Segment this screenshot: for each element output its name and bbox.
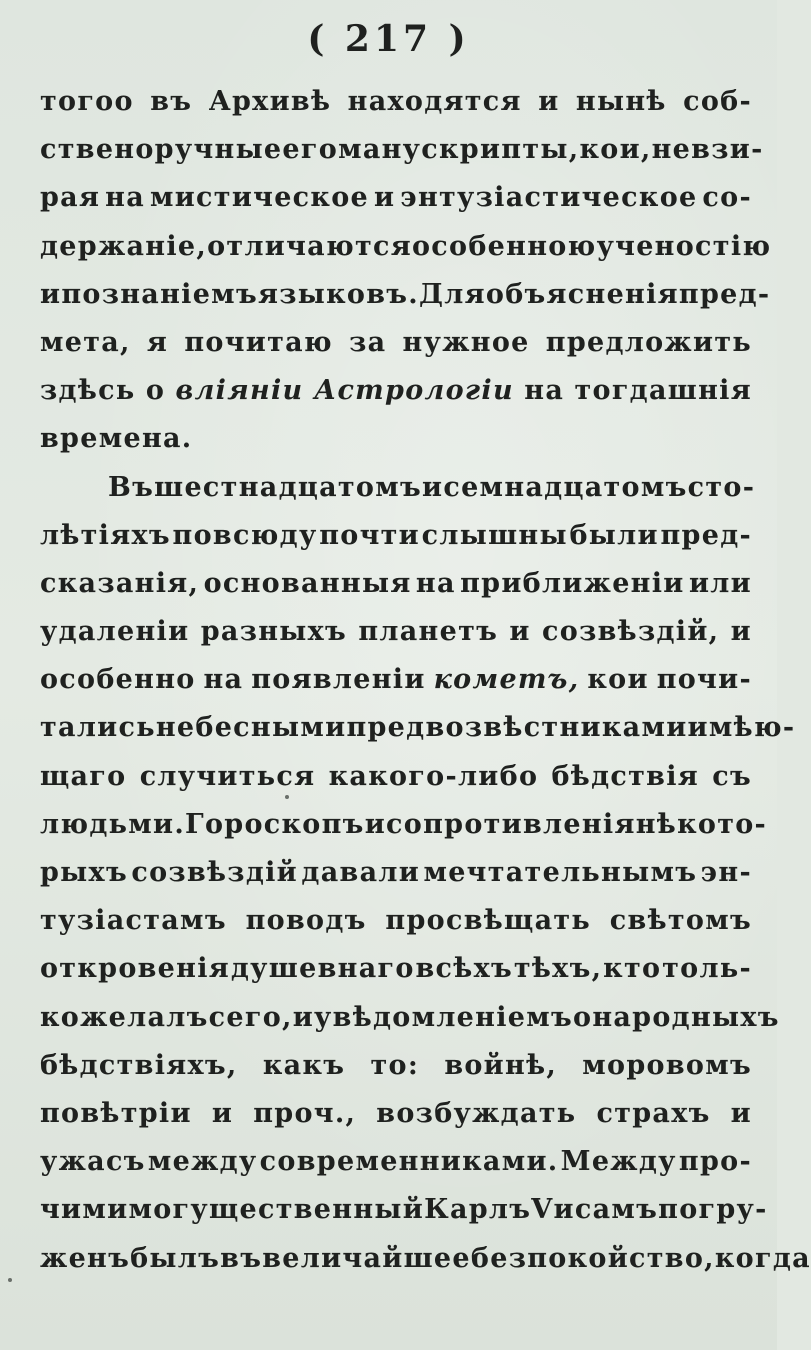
word: разныхъ: [200, 616, 348, 648]
word: и: [538, 86, 560, 117]
word: войнѣ,: [444, 1049, 558, 1081]
text-line: [40, 223, 772, 271]
body-text: [40, 78, 811, 1283]
page-number: ( 217 ): [307, 18, 470, 60]
word: нѣкото-: [635, 808, 768, 840]
word: и: [553, 1194, 575, 1226]
word: страхъ: [596, 1097, 711, 1129]
word: отличаются: [207, 230, 412, 262]
text-line: [40, 1042, 752, 1090]
text-line: [40, 753, 752, 801]
text-line: [40, 897, 752, 945]
word: его: [282, 134, 339, 166]
word: погру-: [658, 1194, 768, 1226]
word: о: [573, 1001, 593, 1033]
word: особенною: [411, 230, 597, 262]
word: и: [730, 1097, 752, 1129]
word: просвѣщать: [385, 905, 592, 937]
word: бѣдствіяхъ,: [40, 1049, 238, 1081]
word: нынѣ: [575, 86, 667, 117]
word: ственоручные: [40, 134, 283, 166]
word: сего,: [208, 1001, 293, 1033]
word: былъ: [130, 1242, 221, 1274]
word: поводъ: [245, 905, 367, 937]
word: сказанія,: [40, 567, 200, 599]
word: пред-: [678, 278, 771, 310]
text-line: [40, 1138, 752, 1186]
text-line: [40, 78, 752, 126]
word: планетъ: [358, 616, 499, 648]
word: почи-: [656, 664, 752, 696]
text-line: [40, 560, 752, 608]
word: не: [651, 134, 692, 166]
word: сопротивленія: [386, 808, 636, 840]
text-line: [40, 608, 752, 656]
word: взи-: [691, 134, 764, 166]
word: удаленіи: [40, 616, 190, 648]
word: случиться: [139, 760, 316, 792]
word: въ: [220, 1242, 263, 1274]
word: и: [211, 1097, 234, 1129]
word: сто-: [687, 471, 756, 503]
word: соб-: [683, 86, 752, 117]
word: семнадцатомъ: [443, 471, 688, 503]
word: предвозвѣстниками: [346, 712, 688, 744]
word: тогоо: [40, 86, 134, 117]
text-line: [40, 1090, 752, 1138]
text-line: [40, 512, 752, 560]
word: Въ: [108, 471, 155, 503]
word: здѣсь: [40, 375, 136, 407]
word: со-: [702, 182, 752, 214]
word: женъ: [40, 1242, 131, 1274]
word: V: [531, 1194, 554, 1226]
word: небесными: [155, 712, 347, 744]
word: Архивѣ: [208, 86, 332, 117]
text-line: [40, 994, 780, 1042]
word: бѣдствія: [551, 760, 700, 792]
word: душевнаго: [230, 953, 415, 985]
word: созвѣздій: [131, 857, 299, 888]
word: и: [422, 471, 444, 503]
word: желалъ: [80, 1001, 209, 1033]
word: величайшее: [262, 1242, 471, 1274]
word: объясненія: [485, 278, 679, 310]
word: слышны: [421, 519, 568, 551]
word: и: [373, 182, 396, 214]
word: между: [147, 1146, 258, 1178]
word: я: [146, 326, 169, 358]
word: увѣдомленіемъ: [314, 1001, 574, 1033]
page-speck: [285, 795, 289, 799]
word: особенно: [40, 664, 196, 696]
word: самъ: [574, 1194, 659, 1226]
word: мета,: [40, 326, 131, 358]
word: созвѣздій,: [542, 616, 720, 648]
text-line: [40, 801, 768, 849]
word: безпокойство,: [470, 1242, 715, 1274]
word: толь-: [662, 953, 752, 985]
word: почитаю: [184, 326, 333, 358]
word: свѣтомъ: [609, 905, 752, 937]
word: то:: [370, 1049, 420, 1081]
word: лѣтіяхъ: [40, 519, 171, 551]
word: эн-: [700, 857, 752, 888]
text-line: [40, 126, 764, 174]
word: и: [292, 1001, 315, 1033]
word: откровенія: [40, 953, 231, 985]
text-line: [40, 174, 752, 222]
word: ученостію: [596, 230, 772, 262]
word: шестнадцатомъ: [154, 471, 423, 503]
word: манускрипты,: [338, 134, 580, 166]
word: ужасъ: [40, 1146, 146, 1178]
word: какъ: [262, 1049, 346, 1081]
word: и: [40, 278, 62, 310]
word: мистическое: [149, 182, 370, 214]
word: моровомъ: [582, 1049, 752, 1081]
text-line: [40, 367, 752, 415]
text-line: [40, 849, 752, 897]
text-line: [40, 704, 796, 752]
word: нужное: [402, 326, 530, 358]
word: энтузіастическое: [400, 182, 698, 214]
word: когда: [714, 1242, 811, 1274]
word: ко: [40, 1001, 81, 1033]
word: языковъ.: [257, 278, 419, 310]
word: съ: [712, 760, 752, 792]
word: какого-либо: [328, 760, 539, 792]
word: на: [203, 664, 244, 696]
word: познаніемъ: [61, 278, 258, 310]
word: находятся: [347, 86, 522, 117]
word: о: [145, 375, 166, 407]
word: Между: [560, 1146, 677, 1178]
word: предложить: [545, 326, 752, 358]
word: рыхъ: [40, 857, 128, 888]
word: тузіастамъ: [40, 905, 227, 937]
text-line: [40, 1186, 768, 1234]
word: Гороскопъ: [185, 808, 365, 840]
word: пред-: [660, 519, 752, 551]
word: современниками.: [259, 1146, 559, 1178]
word: повсюду: [172, 519, 318, 551]
word: въ: [150, 86, 193, 117]
word: повѣтріи: [40, 1097, 192, 1129]
text-line: [40, 1235, 811, 1283]
word: на: [415, 567, 456, 599]
word: на: [524, 375, 565, 407]
word: появленіи: [251, 664, 426, 696]
text-line: [40, 271, 771, 319]
page-speck: [8, 1278, 12, 1282]
word: мечтательнымъ: [423, 857, 698, 888]
word: возбуждать: [376, 1097, 577, 1129]
word: тогдашнія: [574, 375, 752, 407]
word: народныхъ: [592, 1001, 780, 1033]
word: щаго: [40, 760, 127, 792]
word: про-: [678, 1146, 752, 1178]
word: тались: [40, 712, 156, 744]
word: проч.,: [253, 1097, 357, 1129]
word: давали: [301, 857, 421, 888]
word: кометъ,: [433, 664, 580, 696]
word: и: [364, 808, 387, 840]
word: кои,: [579, 134, 652, 166]
word: имѣю-: [687, 712, 796, 744]
word: могущественный: [128, 1194, 425, 1226]
word: держаніе,: [40, 230, 208, 262]
word: и: [730, 616, 752, 648]
word: Для: [418, 278, 486, 310]
word: были: [569, 519, 659, 551]
word: приближеніи: [460, 567, 685, 599]
word: тѣхъ,: [513, 953, 603, 985]
word: и: [509, 616, 531, 648]
word: всѣхъ: [415, 953, 513, 985]
word: или: [688, 567, 752, 599]
word: почти: [319, 519, 420, 551]
word: кои: [587, 664, 649, 696]
word: чими: [40, 1194, 129, 1226]
word: Карлъ: [424, 1194, 532, 1226]
word: на: [105, 182, 146, 214]
word: времена.: [40, 423, 193, 455]
text-line: [40, 319, 752, 367]
text-line: [40, 945, 752, 993]
word: основанныя: [203, 567, 412, 599]
word: людьми.: [40, 808, 186, 840]
word: за: [349, 326, 387, 358]
text-line: [40, 656, 752, 704]
word: рая: [40, 182, 101, 214]
text-line: [40, 464, 756, 512]
word: вліяніи Астрологіи: [175, 375, 514, 407]
word: кто: [603, 953, 662, 985]
text-line: [40, 415, 752, 463]
